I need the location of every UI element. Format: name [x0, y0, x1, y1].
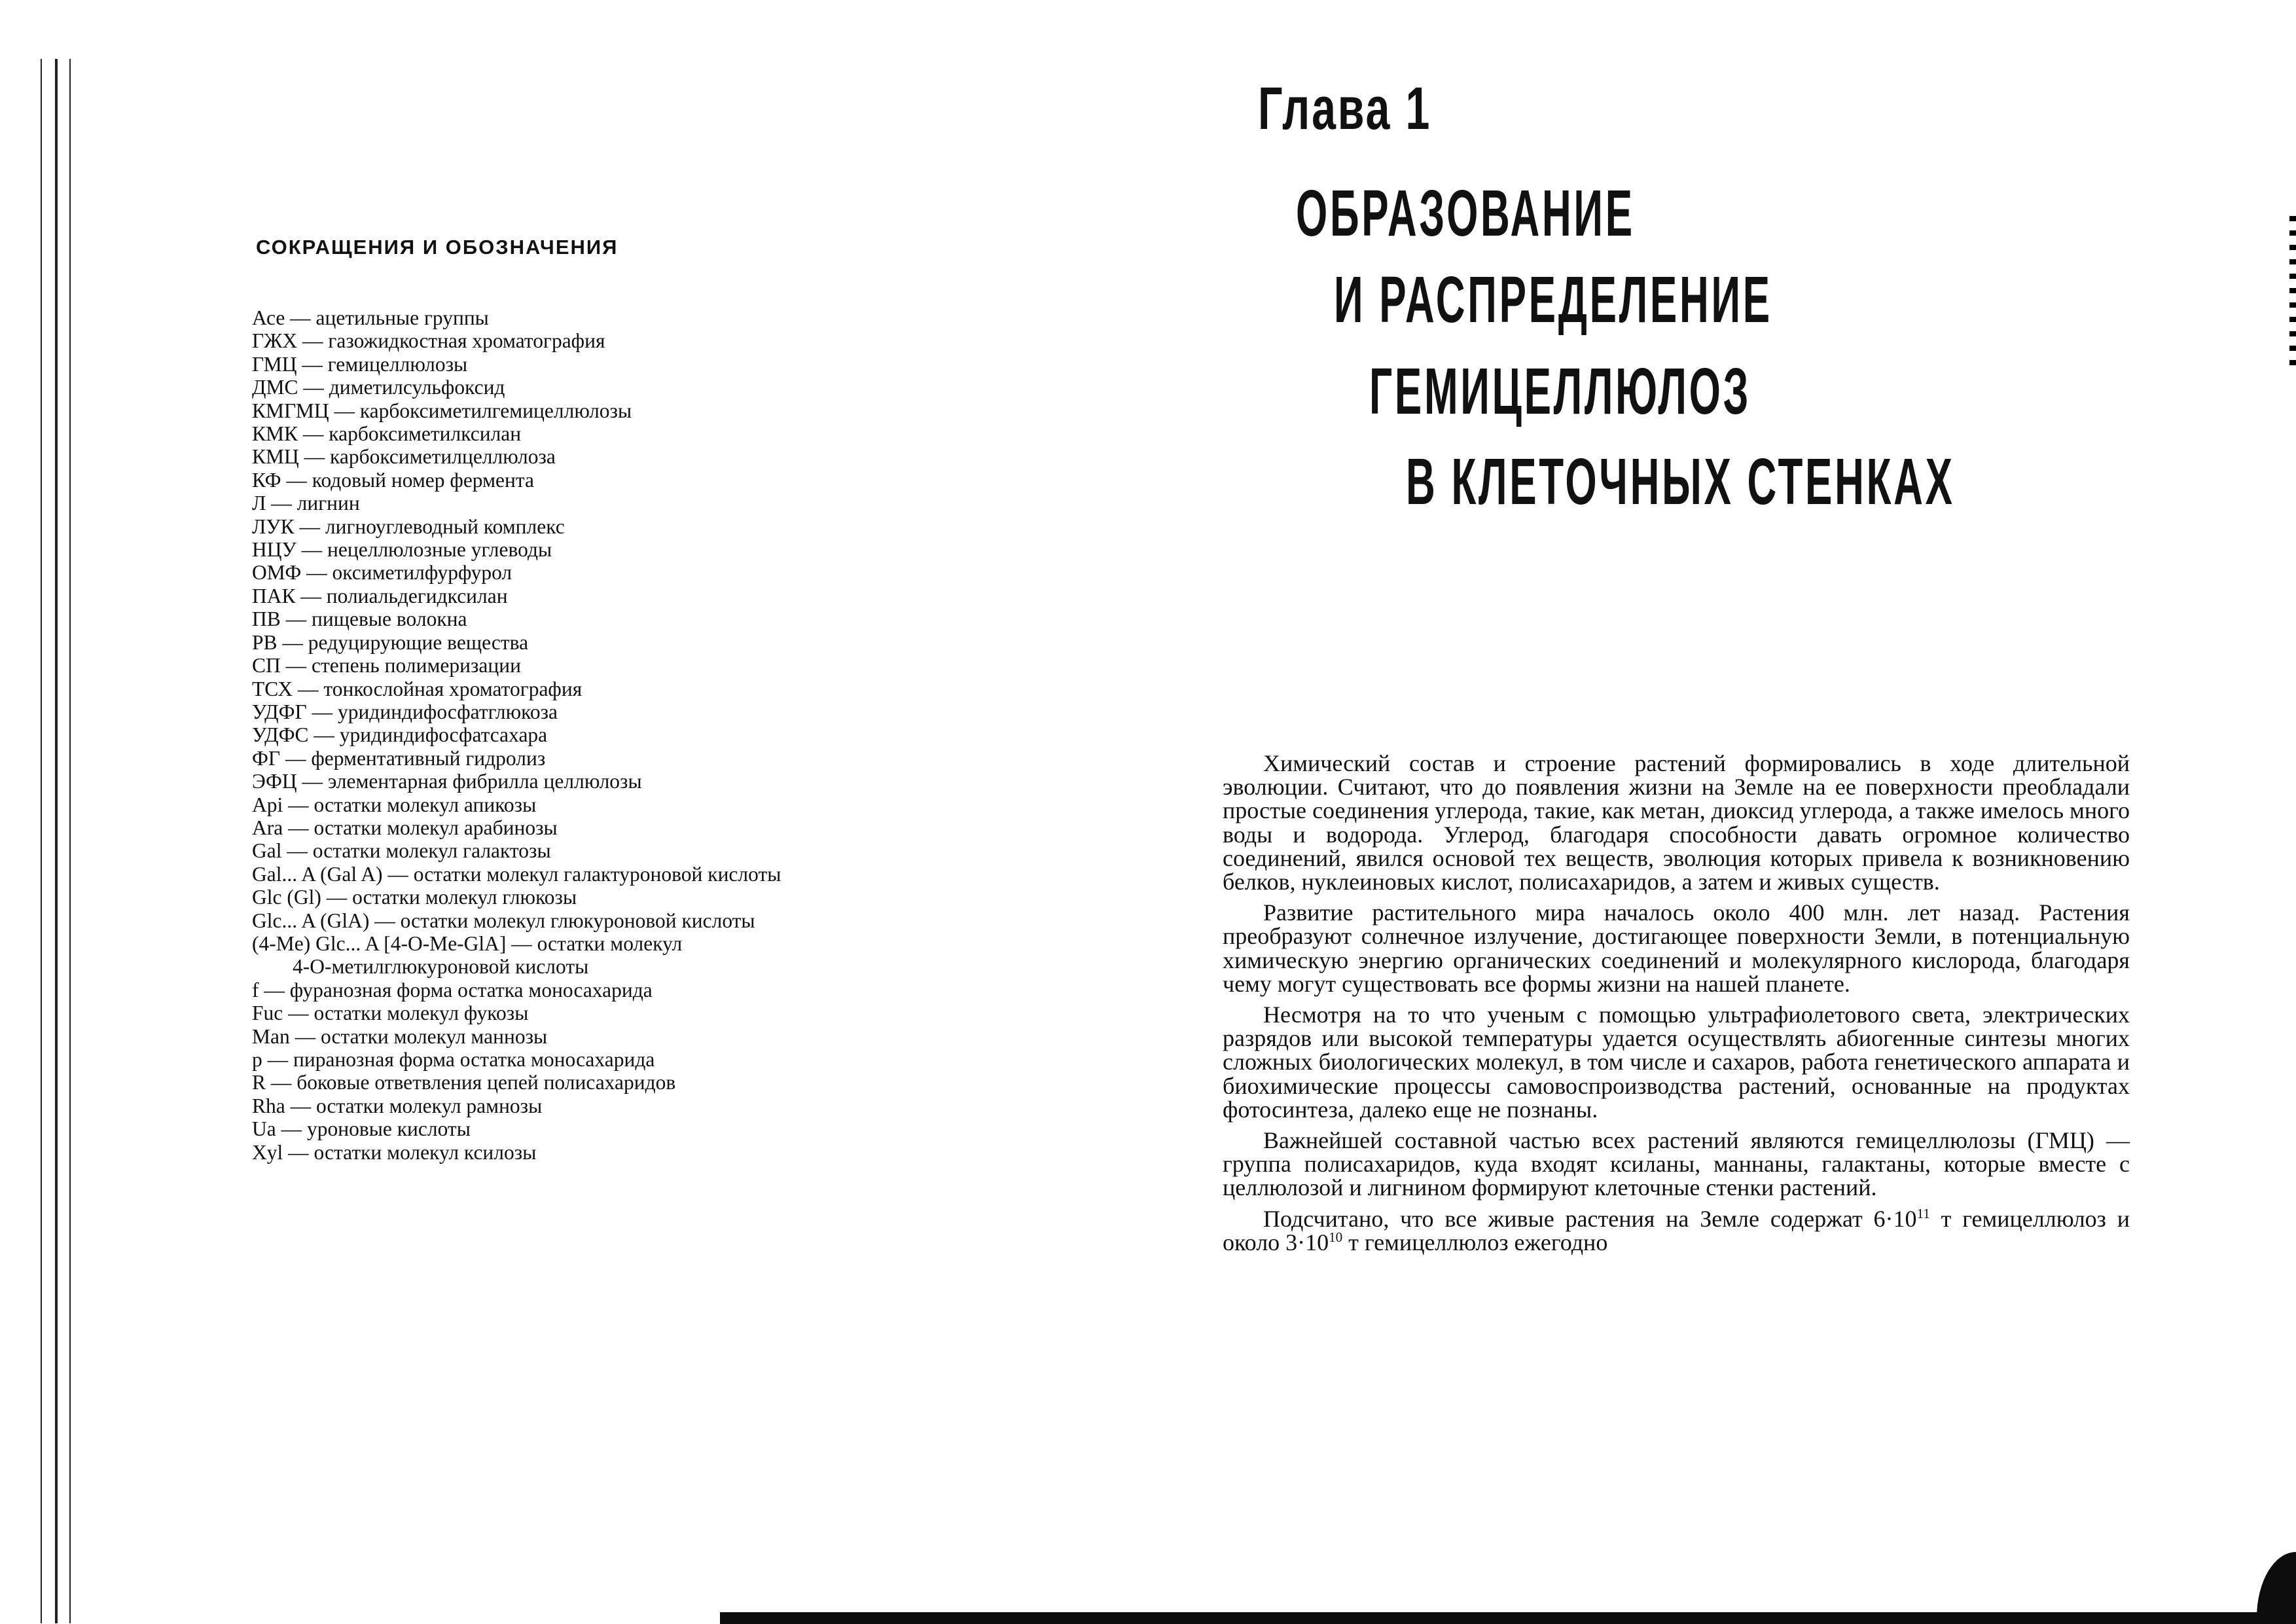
abbreviation-item: КМЦ — карбоксиметилцеллюлоза	[252, 445, 556, 469]
chapter-title-line: ГЕМИЦЕЛЛЮЛОЗ	[1369, 355, 1751, 428]
abbreviation-item: РВ — редуцирующие вещества	[252, 630, 529, 654]
abbreviation-item: ОМФ — оксиметилфурфурол	[252, 561, 512, 585]
abbreviation-item: Ua — уроновые кислоты	[252, 1117, 471, 1141]
abbreviation-item-continuation: 4-O-метилглюкуроновой кислоты	[293, 955, 589, 979]
abbreviation-item: ТСХ — тонкослойная хроматография	[252, 677, 583, 700]
abbreviation-item: Асе — ацетильные группы	[252, 306, 489, 329]
abbreviation-item: ПВ — пищевые волокна	[252, 607, 467, 631]
abbreviations-list	[252, 306, 1037, 1164]
scan-margin-line	[55, 59, 58, 1623]
abbreviation-item: КМГМЦ — карбоксиметилгемицеллюлозы	[252, 399, 632, 422]
abbreviation-item: ЭФЦ — элементарная фибрилла целлюлозы	[252, 770, 642, 793]
abbreviation-item: (4-Me) Glc... A [4-O-Me-GlA] — остатки молекул	[252, 931, 683, 955]
abbreviation-item: Glc (Gl) — остатки молекул глюкозы	[252, 886, 577, 909]
abbreviation-item: КФ — кодовый номер фермента	[252, 468, 534, 492]
abbreviation-item: R — боковые ответвления цепей полисахаридов	[252, 1071, 676, 1094]
scan-bottom-edge	[720, 1612, 2296, 1624]
chapter-title-line: И РАСПРЕДЕЛЕНИЕ	[1334, 263, 1772, 336]
body-paragraph: Важнейшей составной частью всех растений являются гемицеллюлозы (ГМЦ) — группа полисахаридов, куда входят ксиланы, маннаны, галактаны, которые вместе с целлюлозой и лигнином формируют клеточные стенки растений.	[1223, 1127, 2130, 1201]
abbreviation-item: Api — остатки молекул апикозы	[252, 793, 537, 816]
exponent: 11	[1916, 1205, 1930, 1221]
abbreviation-item: Fuc — остатки молекул фукозы	[252, 1001, 529, 1025]
abbreviation-item: ГЖХ — газожидкостная хроматография	[252, 329, 605, 353]
abbreviation-item: Gal — остатки молекул галактозы	[252, 839, 551, 863]
abbreviation-item: КМК — карбоксиметилксилан	[252, 422, 522, 446]
scan-margin-line	[41, 59, 42, 1623]
abbreviation-item: p — пиранозная форма остатка моносахарида	[252, 1048, 655, 1071]
text-fragment: Подсчитано, что все живые растения на Земле содержат 6·10	[1263, 1205, 1917, 1232]
abbreviation-item: Gal... A (Gal A) — остатки молекул галактуроновой кислоты	[252, 862, 781, 886]
abbreviation-item: НЦУ — нецеллюлозные углеводы	[252, 538, 552, 562]
abbreviations-title: СОКРАЩЕНИЯ И ОБОЗНАЧЕНИЯ	[256, 236, 619, 259]
exponent: 10	[1329, 1229, 1343, 1245]
abbreviation-item: УДФГ — уридиндифосфатглюкоза	[252, 700, 558, 723]
abbreviation-item: f — фуранозная форма остатка моносахарида	[252, 978, 653, 1001]
body-paragraph: Развитие растительного мира началось около 400 млн. лет назад. Растения преобразуют солнечное излучение, достигающее поверхности Земли, в потенциальную химическую энергию органических соединений и молекулярного кислорода, благодаря чему могут существовать все формы жизни на нашей планете.	[1223, 899, 2130, 997]
abbreviation-item: Glc... A (GlA) — остатки молекул глюкуроновой кислоты	[252, 909, 755, 932]
abbreviation-item: СП — степень полимеризации	[252, 654, 521, 677]
abbreviations-page	[252, 236, 1037, 1164]
text-fragment: т гемицеллюлоз и около 3·10	[1223, 1205, 2130, 1255]
body-paragraph: Несмотря на то что ученым с помощью ультрафиолетового света, электрических разрядов или высокой температуры удается осуществлять абиогенные синтезы многих сложных биологических молекул, в том числе и сахаров, работа генетического аппарата и биохимические процессы самовоспроизводства растений, основанные на продуктах фотосинтеза, далеко еще не познаны.	[1223, 1001, 2130, 1123]
abbreviation-item: Man — остатки молекул маннозы	[252, 1024, 548, 1048]
abbreviation-item: Ara — остатки молекул арабинозы	[252, 816, 558, 839]
chapter-body-text	[1223, 751, 2130, 1254]
abbreviation-item: ПАК — полиальдегидксилан	[252, 584, 508, 607]
abbreviation-item: ЛУК — лигноуглеводный комплекс	[252, 514, 565, 538]
scan-corner	[2257, 1552, 2296, 1624]
abbreviation-item: УДФС — уридиндифосфатсахара	[252, 723, 548, 747]
text-fragment: т гемицеллюлоз ежегодно	[1342, 1229, 1608, 1255]
abbreviation-item: ГМЦ — гемицеллюлозы	[252, 352, 468, 376]
abbreviation-item: Rha — остатки молекул рамнозы	[252, 1094, 543, 1117]
chapter-title-line: ОБРАЗОВАНИЕ	[1296, 177, 1635, 250]
chapter-title-line: В КЛЕТОЧНЫХ СТЕНКАХ	[1406, 445, 1955, 518]
chapter-label: Глава 1	[1258, 75, 1432, 142]
body-paragraph-last	[1223, 1207, 2130, 1254]
scan-right-marks	[2289, 216, 2296, 373]
abbreviation-item: ДМС — диметилсульфоксид	[252, 376, 505, 399]
abbreviation-item: Xyl — остатки молекул ксилозы	[252, 1140, 537, 1164]
scan-margin-line	[69, 59, 71, 1623]
abbreviation-item: ФГ — ферментативный гидролиз	[252, 746, 546, 770]
abbreviation-item: Л — лигнин	[252, 492, 360, 515]
body-paragraph: Химический состав и строение растений формировались в ходе длительной эволюции. Считают, что до появления жизни на Земле на ее поверхности преобладали простые соединения углерода, такие, как метан, диоксид углерода, а также имелось много воды и водорода. Углерод, благодаря способности давать огромное количество соединений, явился основой тех веществ, эволюция которых привела к возникновению белков, нуклеиновых кислот, полисахаридов, а затем и живых существ.	[1223, 750, 2130, 895]
